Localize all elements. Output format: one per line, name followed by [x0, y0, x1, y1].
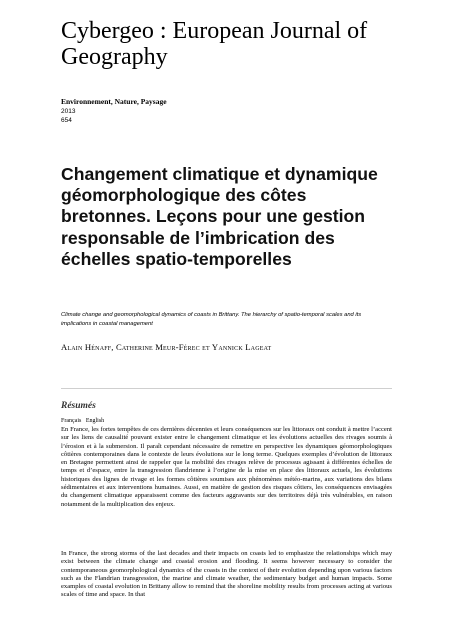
- abstract-english: In France, the strong storms of the last decades and their impacts on coasts led to emphasize the relationships which may exist between the climate change and coastal erosion and flooding. It seems however necessary to consider the contemporaneous geomorphological dynamics of the coasts in the context of their evolution depending upon various factors such as the Flandrian transgression, the marine and climate weather, the sedimentary budget and human impacts. Some examples of coastal evolution in Brittany allow to remind that the shoreline mobility results from processes acting at various scales of time and space. In that: [61, 550, 392, 599]
- abstract-french: En France, les fortes tempêtes de ces dernières décennies et leurs conséquences sur les littoraux ont conduit à mettre l’accent sur les liens de causalité pouvant exister entre le changement climatique et les évolutions actuelles des rivages soumis à l’érosion et à la submersion. Il paraît cependant nécessaire de remettre en perspective les dynamiques géomorphologiques côtières contemporaines dans le contexte de leurs évolutions sur le long terme. Quelques exemples d’évolution de littoraux en Bretagne permettent ainsi de rappeler que la mobilité des rivages relève de processus agissant à différentes échelles de temps et d’espace, entre la transgression flandrienne à l’origine de la mise en place des littoraux actuels, les évolutions historiques des lignes de rivage et les formes côtières soumises aux phénomènes météo-marins, aux variations des bilans sédimentaires et aux interventions humaines. Aussi, en matière de gestion des risques côtiers, les conséquences envisagées du changement climatique apparaissent comme des facteurs aggravants sur des territoires déjà très vulnérables, en raison notamment de la multiplication des enjeux.: [61, 426, 392, 508]
- section-divider: [61, 388, 392, 389]
- publication-year: 2013: [61, 108, 76, 115]
- language-link-english[interactable]: English: [85, 418, 105, 424]
- language-switcher: [61, 418, 107, 424]
- article-subtitle-english: Climate change and geomorphological dynamics of coasts in Brittany. The hierarchy of spatio-temporal scales and its implications in coastal management: [61, 312, 362, 327]
- abstracts-heading: Résumés: [61, 401, 96, 411]
- journal-title: Cybergeo : European Journal of Geography: [61, 18, 368, 70]
- language-link-french[interactable]: Français: [61, 418, 82, 424]
- issue-number: 654: [61, 117, 72, 124]
- collection-name: Environnement, Nature, Paysage: [61, 97, 167, 106]
- article-authors: Alain Hénaff, Catherine Meur-Férec et Yannick Lageat: [61, 342, 272, 352]
- article-title: Changement climatique et dynamique géomorphologique des côtes bretonnes. Leçons pour une gestion responsable de l’imbrication des échelles spatio-temporelles: [61, 164, 378, 269]
